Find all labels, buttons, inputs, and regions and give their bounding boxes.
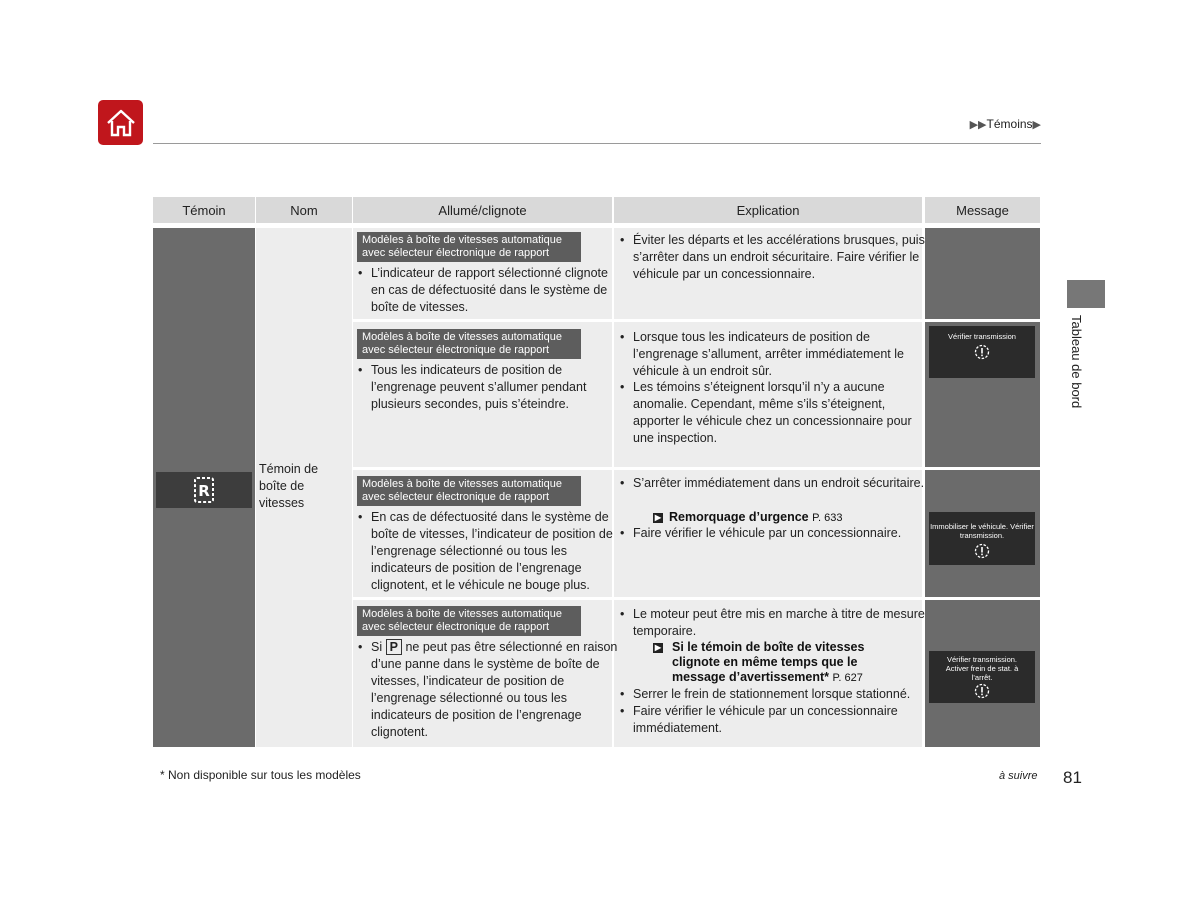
warning-icon [974,683,990,699]
col-header-allume: Allumé/clignote [353,197,612,223]
home-icon [105,108,137,138]
explanation-text: • Éviter les départs et les accélérations brusques, puis s’arrêter dans un endroit sécuritaire. Faire vérifier le véhicule par un concessionnaire. [619,232,929,283]
reference-page: P. 633 [812,512,843,524]
message-cell [925,228,1040,319]
home-button[interactable] [98,100,143,145]
model-tag: Modèles à boîte de vitesses automatique avec sélecteur électronique de rapport [357,476,581,506]
reference-arrow-icon: ▶ [654,513,662,522]
reference-page: P. 627 [832,672,863,684]
warning-icon [974,543,990,559]
message-screen [929,512,1035,565]
explanation-text: • Le moteur peut être mis en marche à titre de mesure temporaire. [619,606,929,640]
condition-text: • En cas de défectuosité dans le système de boîte de vitesses, l’indicateur de position de l’engrenage sélectionné ou tous les indicateurs de position de l’engrenage clignotent, et le véhicule ne bouge plus. [357,509,623,594]
reference-title: Remorquage d’urgence [669,510,809,524]
breadcrumb-arrow-icon: ▶ [1032,119,1041,131]
model-tag: Modèles à boîte de vitesses automatique avec sélecteur électronique de rapport [357,606,581,636]
reference-link[interactable] [653,510,843,526]
breadcrumb-label: Témoins [986,117,1033,131]
bullet: • [358,640,363,654]
park-key-icon: P [386,639,402,655]
reference-link[interactable] [653,640,912,686]
indicator-name: Témoin de boîte de vitesses [259,462,319,510]
explanation-text: • S’arrêter immédiatement dans un endroit sécuritaire. [619,475,929,492]
page-number: 81 [1063,768,1082,787]
breadcrumb-arrow-icon: ▶▶ [969,119,987,131]
section-tab[interactable] [1067,280,1105,308]
condition-text: • L’indicateur de rapport sélectionné clignote en cas de défectuosité dans le système de boîte de vitesses. [357,265,619,316]
condition-text: • Tous les indicateurs de position de l’engrenage peuvent s’allumer pendant plusieurs secondes, puis s’éteindre. [357,362,619,413]
message-screen [929,326,1035,378]
col-header-explication: Explication [614,197,922,223]
reference-arrow-icon: ▶ [654,643,662,652]
message-screen [929,651,1035,703]
section-label: Tableau de bord [1069,315,1084,409]
message-text: Vérifier transmission [948,332,1016,341]
footnote: * Non disponible sur tous les modèles [160,768,361,782]
col-header-temoin: Témoin [153,197,255,223]
explanation-text: • Les témoins s’éteignent lorsqu’il n’y a aucune anomalie. Cependant, même s’ils s’éteignent, apporter le véhicule chez un concessionnaire pour une inspection. [619,379,929,447]
explanation-text: • Lorsque tous les indicateurs de position de l’engrenage s’allument, arrêter immédiatement le véhicule à un endroit sûr. [619,329,929,380]
svg-text:R: R [198,482,210,500]
breadcrumb[interactable] [970,117,1041,131]
condition-prefix: Si [371,640,383,654]
message-text: Vérifier transmission. Activer frein de stat. à l’arrêt. [945,655,1019,682]
explanation-text: • Faire vérifier le véhicule par un concessionnaire. [619,525,929,542]
explanation-text: • Serrer le frein de stationnement lorsque stationné. [619,686,933,703]
model-tag: Modèles à boîte de vitesses automatique avec sélecteur électronique de rapport [357,232,581,262]
condition-body: ne peut pas être sélectionné en raison d’une panne dans le système de boîte de vitesses, l’indicateur de position de l’engrenage sélectionné ou tous les indicateurs de position de l’engrenage clignotent. [371,640,618,739]
explanation-text: • Faire vérifier le véhicule par un concessionnaire immédiatement. [619,703,929,737]
col-header-nom: Nom [256,197,352,223]
condition-text [357,639,623,741]
message-text: Immobiliser le véhicule. Vérifier transmission. [930,522,1034,540]
header-divider [153,143,1041,144]
warning-icon [974,344,990,360]
reference-title: Si le témoin de boîte de vitesses clignote en même temps que le message d’avertissement* [672,640,865,684]
col-header-message: Message [925,197,1040,223]
continued-label: à suivre [999,770,1038,782]
transmission-warning-icon [156,472,252,508]
model-tag: Modèles à boîte de vitesses automatique avec sélecteur électronique de rapport [357,329,581,359]
